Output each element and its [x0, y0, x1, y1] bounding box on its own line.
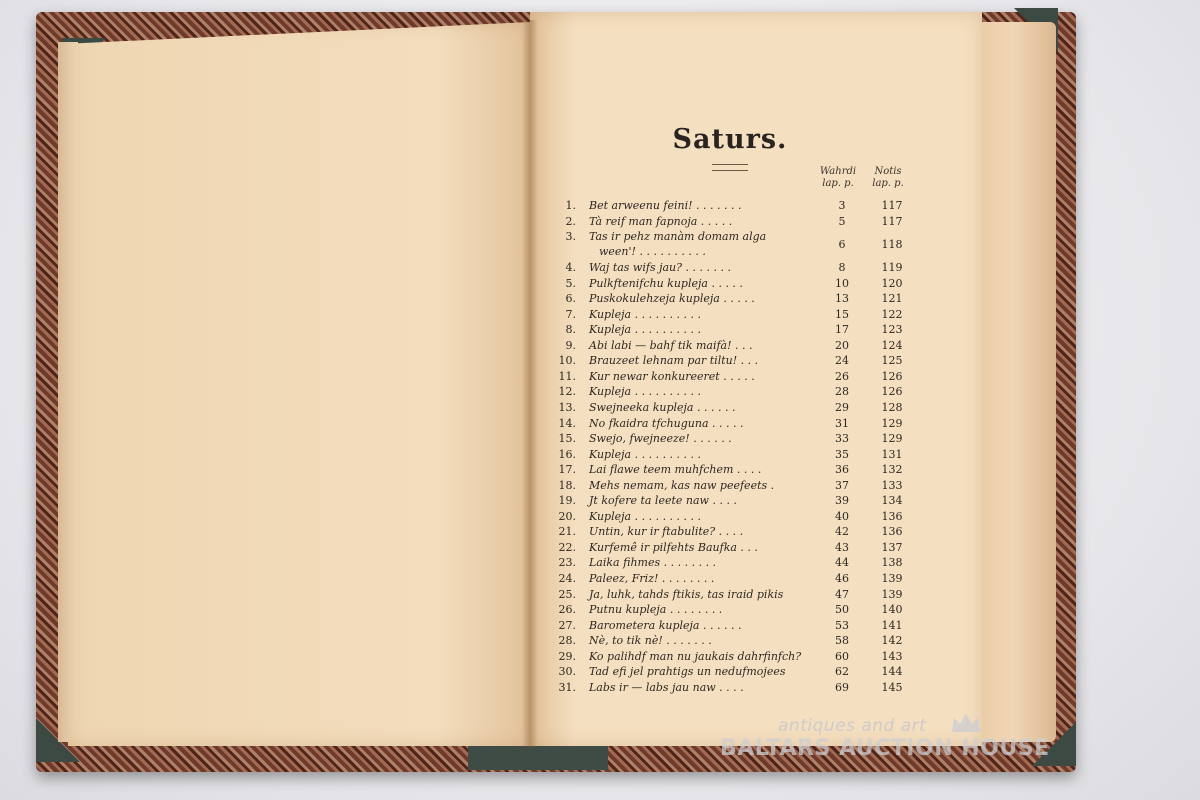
toc-title: Swejo, fwejneeze! . . . . . .: [589, 432, 732, 446]
toc-number: 5.: [565, 276, 576, 290]
toc-row: [556, 384, 936, 400]
toc-notes-page: 142: [881, 634, 903, 648]
toc-row: [556, 462, 936, 478]
toc-title: Jt kofere ta leete naw . . . .: [589, 494, 737, 508]
toc-notes-page: 124: [881, 338, 903, 352]
toc-notes-page: 123: [881, 323, 903, 337]
toc-row: [556, 571, 936, 587]
toc-number: 9.: [565, 338, 576, 352]
toc-words-page: 24: [835, 354, 849, 368]
toc-row: [556, 214, 936, 230]
toc-title: Labs ir — labs jau naw . . . .: [589, 680, 744, 694]
toc-title: Kupleja . . . . . . . . . .: [589, 385, 702, 399]
toc-number: 10.: [558, 354, 576, 368]
toc-notes-page: 126: [881, 385, 903, 399]
toc-number: 28.: [558, 634, 576, 648]
toc-title: Barometera kupleja . . . . . .: [589, 618, 742, 632]
toc-row: [556, 416, 936, 432]
toc-number: 30.: [558, 665, 576, 679]
toc-notes-page: 129: [881, 432, 903, 446]
toc-number: 16.: [558, 447, 576, 461]
toc-row: [556, 400, 936, 416]
toc-title-line2: ween'! . . . . . . . . . .: [599, 245, 706, 259]
toc-number: 19.: [558, 494, 576, 508]
toc-row: [556, 602, 936, 618]
toc-row: [556, 587, 936, 603]
toc-number: 8.: [565, 323, 576, 337]
toc-notes-page: 143: [881, 649, 903, 663]
toc-number: 4.: [565, 261, 576, 275]
toc-number: 20.: [558, 509, 576, 523]
toc-words-page: 47: [835, 587, 849, 601]
toc-words-page: 60: [835, 649, 849, 663]
toc-title: Pulkftenifchu kupleja . . . . .: [589, 276, 743, 290]
toc-words-page: 58: [835, 634, 849, 648]
toc-title: Puskokulehzeja kupleja . . . . .: [589, 292, 755, 306]
toc-number: 11.: [558, 369, 576, 383]
toc-title: Ko palihdf man nu jaukais dahrfinfch?: [589, 649, 802, 663]
toc-title-line1: Tas ir pehz manàm domam alga: [589, 230, 767, 244]
toc-number: 13.: [558, 401, 576, 415]
title-rule: [712, 164, 748, 171]
toc-notes-page: 126: [881, 369, 903, 383]
toc-notes-page: 119: [881, 261, 903, 275]
toc-words-page: 40: [835, 509, 849, 523]
toc-row: [556, 633, 936, 649]
toc-notes-page: 129: [881, 416, 903, 430]
page-title: Saturs.: [672, 124, 788, 155]
toc-row: [556, 276, 936, 292]
toc-title: Kurfemê ir pilfehts Baufka . . .: [589, 540, 758, 554]
toc-words-page: 26: [835, 369, 849, 383]
toc-row: [556, 322, 936, 338]
toc-notes-page: 137: [881, 540, 903, 554]
toc-title: Paleez, Friz! . . . . . . . .: [589, 572, 715, 586]
toc-notes-page: 136: [881, 509, 903, 523]
toc-notes-page: 134: [881, 494, 903, 508]
toc-row: [556, 664, 936, 680]
column-header-words-line2: lap. p.: [822, 178, 854, 189]
toc-words-page: 8: [838, 261, 846, 275]
toc-title: Laika fihmes . . . . . . . .: [589, 556, 717, 570]
toc-words-page: 44: [835, 556, 849, 570]
toc-words-page: 33: [835, 432, 849, 446]
toc-words-page: 43: [835, 540, 849, 554]
toc-title: Untin, kur ir ftabulite? . . . .: [589, 525, 744, 539]
toc-words-page: 39: [835, 494, 849, 508]
toc-notes-page: 140: [881, 603, 903, 617]
toc-row: [556, 447, 936, 463]
toc-title: Kupleja . . . . . . . . . .: [589, 323, 702, 337]
toc-title: Kupleja . . . . . . . . . .: [589, 447, 702, 461]
toc-words-page: 42: [835, 525, 849, 539]
toc-words-page: 35: [835, 447, 849, 461]
toc-row: [556, 540, 936, 556]
toc-row: [556, 229, 936, 260]
toc-notes-page: 139: [881, 572, 903, 586]
page-block-edge: [970, 22, 1056, 742]
toc-notes-page: 118: [881, 238, 903, 252]
toc-number: 15.: [558, 432, 576, 446]
toc-number: 18.: [558, 478, 576, 492]
column-header-words-line1: Wahrdi: [819, 166, 857, 177]
toc-title: Mehs nemam, kas naw peefeets .: [589, 478, 775, 492]
toc-words-page: 37: [835, 478, 849, 492]
toc-words-page: 6: [838, 238, 846, 252]
toc-words-page: 17: [835, 323, 849, 337]
toc-notes-page: 128: [881, 401, 903, 415]
toc-number: 12.: [558, 385, 576, 399]
toc-title: Tà reif man fapnoja . . . . .: [589, 214, 733, 228]
toc-title: Kupleja . . . . . . . . . .: [589, 307, 702, 321]
toc-notes-page: 136: [881, 525, 903, 539]
column-header-notes-line2: lap. p.: [872, 178, 904, 189]
toc-title: Swejneeka kupleja . . . . . .: [589, 401, 736, 415]
column-header-notes-line1: Notis: [874, 166, 902, 177]
toc-title: No fkaidra tfchuguna . . . . .: [589, 416, 744, 430]
toc-notes-page: 141: [881, 618, 903, 632]
table-of-contents: [556, 198, 936, 695]
toc-number: 2.: [565, 214, 576, 228]
toc-row: [556, 198, 936, 214]
toc-row: [556, 680, 936, 696]
toc-words-page: 13: [835, 292, 849, 306]
toc-notes-page: 117: [881, 214, 903, 228]
toc-number: 29.: [558, 649, 576, 663]
toc-number: 22.: [558, 540, 576, 554]
toc-number: 21.: [558, 525, 576, 539]
toc-notes-page: 144: [881, 665, 903, 679]
toc-number: 24.: [558, 572, 576, 586]
toc-row: [556, 618, 936, 634]
toc-notes-page: 122: [881, 307, 903, 321]
toc-notes-page: 131: [881, 447, 903, 461]
toc-notes-page: 121: [881, 292, 903, 306]
toc-number: 3.: [565, 230, 576, 244]
toc-words-page: 69: [835, 680, 849, 694]
toc-row: [556, 291, 936, 307]
toc-row: [556, 478, 936, 494]
toc-notes-page: 120: [881, 276, 903, 290]
toc-row: [556, 260, 936, 276]
toc-title: Nè, to tik nè! . . . . . . .: [589, 634, 712, 648]
toc-row: [556, 555, 936, 571]
toc-title: Bet arweenu feini! . . . . . . .: [589, 199, 742, 212]
toc-number: 27.: [558, 618, 576, 632]
toc-notes-page: 132: [881, 463, 903, 477]
toc-title: Ja, luhk, tahds ftikis, tas iraid pikis: [589, 587, 784, 601]
toc-words-page: 10: [835, 276, 849, 290]
toc-row: [556, 524, 936, 540]
toc-words-page: 46: [835, 572, 849, 586]
toc-title: Putnu kupleja . . . . . . . .: [589, 603, 723, 617]
toc-title: Kur newar konkureeret . . . . .: [589, 369, 755, 383]
column-header-notes: [858, 166, 918, 190]
toc-number: 31.: [558, 680, 576, 694]
toc-words-page: 28: [835, 385, 849, 399]
toc-number: 14.: [558, 416, 576, 430]
toc-words-page: 62: [835, 665, 849, 679]
watermark-brand: BALTARS AUCTION HOUSE: [720, 736, 1050, 761]
toc-number: 17.: [558, 463, 576, 477]
toc-title: Brauzeet lehnam par tiltu! . . .: [589, 354, 759, 368]
crown-icon: [950, 712, 982, 734]
toc-row: [556, 353, 936, 369]
toc-number: 1.: [565, 199, 576, 212]
toc-words-page: 15: [835, 307, 849, 321]
toc-words-page: 53: [835, 618, 849, 632]
book-gutter: [522, 20, 538, 748]
toc-notes-page: 133: [881, 478, 903, 492]
toc-number: 26.: [558, 603, 576, 617]
toc-title: Kupleja . . . . . . . . . .: [589, 509, 702, 523]
watermark-tagline: antiques and art: [778, 716, 927, 736]
toc-row: [556, 369, 936, 385]
toc-number: 7.: [565, 307, 576, 321]
toc-notes-page: 139: [881, 587, 903, 601]
toc-row: [556, 307, 936, 323]
toc-row: [556, 493, 936, 509]
left-page-blank: [68, 22, 530, 746]
toc-title: Waj tas wifs jau? . . . . . . .: [589, 261, 731, 275]
toc-title: Abi labi — bahf tik maifà! . . .: [589, 338, 753, 352]
toc-words-page: 50: [835, 603, 849, 617]
toc-words-page: 36: [835, 463, 849, 477]
toc-row: [556, 509, 936, 525]
toc-row: [556, 649, 936, 665]
toc-notes-page: 117: [881, 199, 903, 212]
toc-title: Lai flawe teem muhfchem . . . .: [589, 463, 762, 477]
toc-words-page: 31: [835, 416, 849, 430]
toc-words-page: 20: [835, 338, 849, 352]
toc-number: 25.: [558, 587, 576, 601]
toc-notes-page: 125: [881, 354, 903, 368]
toc-row: [556, 338, 936, 354]
toc-words-page: 3: [838, 199, 846, 212]
toc-row: [556, 431, 936, 447]
toc-notes-page: 138: [881, 556, 903, 570]
toc-words-page: 5: [838, 214, 846, 228]
toc-title: [589, 229, 819, 259]
watermark: [720, 712, 1140, 772]
toc-words-page: 29: [835, 401, 849, 415]
toc-title: Tad efi jel prahtigs un nedufmojees: [589, 665, 786, 679]
toc-number: 6.: [565, 292, 576, 306]
book-spine: [468, 744, 608, 770]
toc-number: 23.: [558, 556, 576, 570]
toc-notes-page: 145: [881, 680, 903, 694]
